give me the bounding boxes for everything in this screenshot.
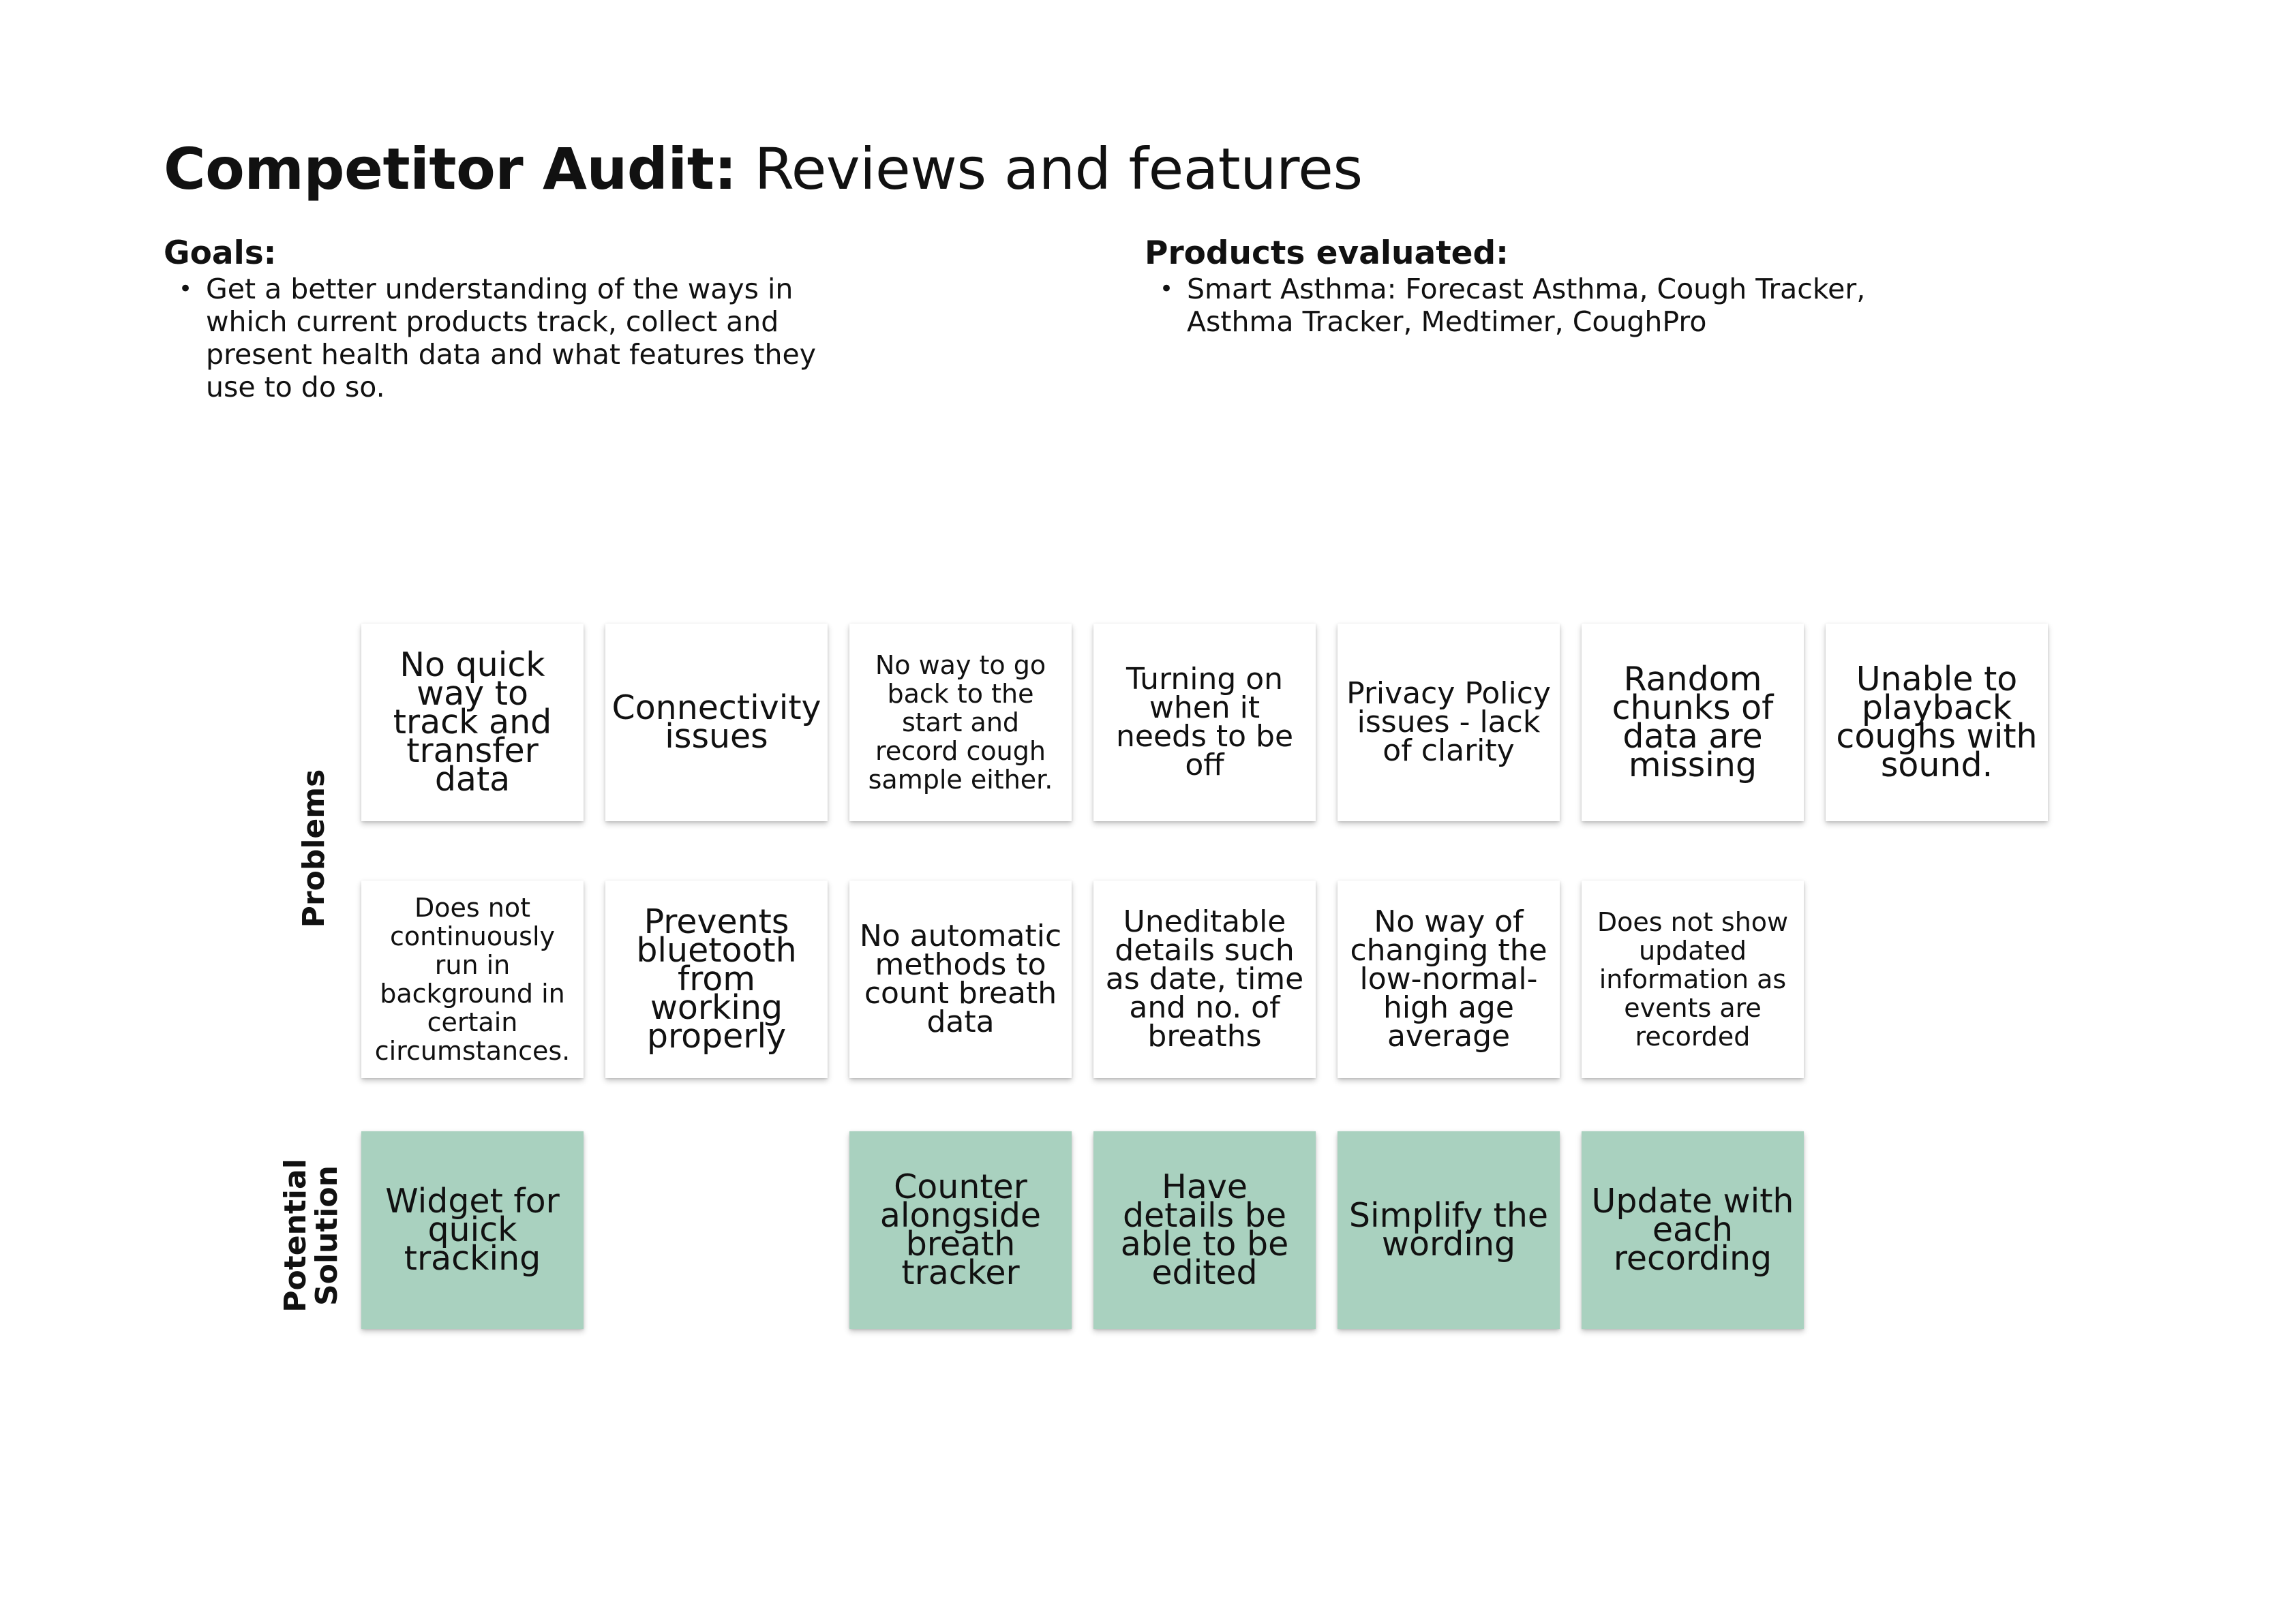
- problem-note: No way of changing the low-normal-high age average: [1338, 881, 1560, 1078]
- solution-note: Widget for quick tracking: [361, 1131, 584, 1329]
- solution-note: Counter alongside breath tracker: [849, 1131, 1072, 1329]
- problem-note: Random chunks of data are missing: [1582, 624, 1804, 821]
- problem-note: Turning on when it needs to be off: [1093, 624, 1316, 821]
- problem-note: Uneditable details such as date, time and no. of breaths: [1093, 881, 1316, 1078]
- problem-note: Does not continuously run in background in certain circumstances.: [361, 881, 584, 1078]
- problem-note: Privacy Policy issues - lack of clarity: [1338, 624, 1560, 821]
- problem-note: No automatic methods to count breath data: [849, 881, 1072, 1078]
- page-title: [164, 135, 1363, 203]
- problem-note: Connectivity issues: [605, 624, 828, 821]
- goals-heading: Goals:: [164, 234, 277, 272]
- problem-note: No quick way to track and transfer data: [361, 624, 584, 821]
- solution-note: Update with each recording: [1582, 1131, 1804, 1329]
- goals-list: [165, 273, 860, 403]
- row-label-problems: Problems: [297, 769, 331, 928]
- title-bold: Competitor Audit:: [164, 136, 737, 202]
- problem-note: No way to go back to the start and record cough sample either.: [849, 624, 1072, 821]
- products-list: [1146, 273, 1896, 338]
- products-item: • Smart Asthma: Forecast Asthma, Cough Tracker, Asthma Tracker, Medtimer, CoughPro: [1146, 273, 1896, 338]
- solution-note: Simplify the wording: [1338, 1131, 1560, 1329]
- row-label-potential-solution: Potential Solution: [278, 1159, 344, 1313]
- problem-note: Prevents bluetooth from working properly: [605, 881, 828, 1078]
- products-heading: Products evaluated:: [1145, 234, 1509, 272]
- problem-note: Unable to playback coughs with sound.: [1826, 624, 2048, 821]
- solution-note: Have details be able to be edited: [1093, 1131, 1316, 1329]
- problem-note: Does not show updated information as events are recorded: [1582, 881, 1804, 1078]
- title-regular: Reviews and features: [754, 136, 1363, 202]
- goals-item: • Get a better understanding of the ways in which current products track, collect and present health data and what features they use to do so.: [165, 273, 860, 403]
